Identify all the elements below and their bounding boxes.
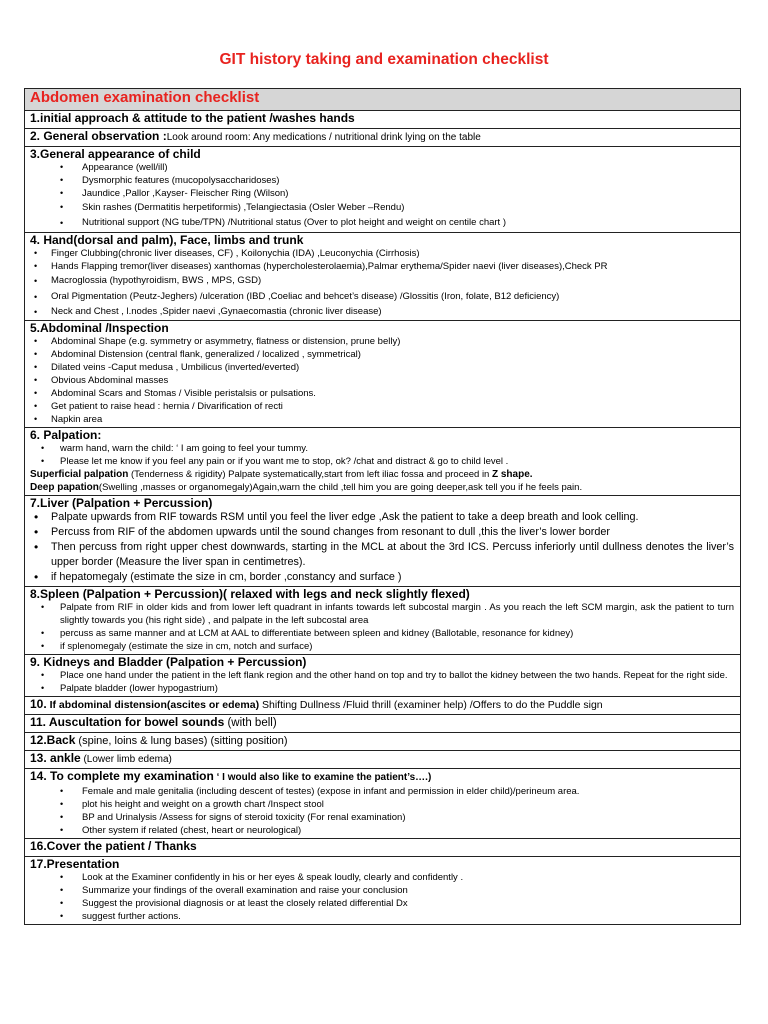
- section-11-heading: 11. Auscultation for bowel sounds: [30, 715, 225, 729]
- section-3-heading: 3.General appearance of child: [30, 147, 201, 161]
- section-5-heading-text: 5.Abdominal /Inspection: [30, 321, 169, 335]
- section-10-text: Shifting Dullness /Fluid thrill (examiner help) /Offers to do the Puddle sign: [259, 699, 603, 711]
- section-2-text: Look around room: Any medications / nutritional drink lying on the table: [166, 132, 481, 143]
- section-6: [25, 428, 741, 496]
- section-17-heading: 17.Presentation: [30, 857, 120, 871]
- section-3: [25, 147, 741, 233]
- checklist-table: [24, 88, 741, 925]
- list-item: • Hands Flapping tremor(liver diseases) xanthomas (hypercholesterolaemia),Palmar erythema/Spider naevi (liver diseases),Check PR: [30, 260, 740, 273]
- section-8-heading: 8.Spleen (Palpation + Percussion)( relaxed with legs and neck slightly flexed): [30, 587, 470, 601]
- list-item: • Please let me know if you feel any pain or if you want me to stop, ok? /chat and distract & go to child level .: [30, 455, 740, 468]
- list-item: • Place one hand under the patient in the left flank region and the other hand on top and try to ballot the kidney between the two hands. Repeat for the right side.: [30, 669, 740, 682]
- list-item: • Oral Pigmentation (Peutz-Jeghers) /ulceration (IBD ,Coeliac and behcet’s disease) /Glossitis (Iron, folate, B12 deficiency): [30, 289, 740, 305]
- list-item: • if splenomegaly (estimate the size in cm, notch and surface): [30, 640, 740, 653]
- list-item: • Percuss from RIF of the abdomen upwards until the sound changes from resonant to dull ,this the liver’s lower border: [30, 525, 740, 540]
- list-item: • Skin rashes (Dermatitis herpetiformis) ,Telangiectasia (Osler Weber –Rendu): [30, 200, 740, 215]
- section-1-heading: 1.initial approach & attitude to the patient /washes hands: [30, 111, 355, 125]
- section-14-heading: [30, 769, 740, 785]
- section-10-number: 10.: [30, 697, 47, 711]
- list-item: • Then percuss from right upper chest downwards, starting in the MCL at about the 3rd ICS. Percuss inferiorly until dullness denotes the liver’s upper border (Measure the liver span in centimetres).: [30, 540, 740, 570]
- section-1: [25, 111, 741, 129]
- list-item: • Jaundice ,Pallor ,Kayser- Fleischer Ring (Wilson): [30, 187, 740, 200]
- section-4-heading: 4. Hand(dorsal and palm), Face, limbs and trunk: [30, 233, 304, 247]
- list-item: • Nutritional support (NG tube/TPN) /Nutritional status (Over to plot height and weight on centile chart ): [30, 215, 740, 231]
- list-item: • Neck and Chest , l.nodes ,Spider naevi ,Gynaecomastia (chronic liver disease): [30, 305, 740, 319]
- table-heading: Abdomen examination checklist: [25, 89, 741, 111]
- section-6-list: [30, 442, 740, 468]
- section-10-heading: If abdominal distension(ascites or edema): [46, 699, 260, 711]
- list-item: • Macroglossia (hypothyroidism, BWS , MPS, GSD): [30, 273, 740, 289]
- section-4-list: [30, 247, 740, 319]
- section-13-text: (Lower limb edema): [80, 754, 172, 765]
- section-5-list: [30, 335, 740, 426]
- list-item: • Dysmorphic features (mucopolysaccharidoses): [30, 174, 740, 187]
- list-item: • Get patient to raise head : hernia / Divarification of recti: [30, 400, 740, 413]
- section-2: [25, 129, 741, 147]
- list-item: • Obvious Abdominal masses: [30, 374, 740, 387]
- section-9-list: [30, 669, 740, 695]
- list-item: • Palpate upwards from RIF towards RSM until you feel the liver edge ,Ask the patient to take a deep breath and look celling.: [30, 510, 740, 525]
- section-14-heading-text: 14. To complete my examination: [30, 769, 214, 783]
- list-item: • Napkin area: [30, 413, 740, 426]
- section-5-heading: [30, 321, 740, 335]
- superficial-palpation-text: (Tenderness & rigidity) Palpate systematically,start from left iliac fossa and proceed in: [128, 469, 492, 480]
- superficial-palpation-label: Superficial palpation: [30, 469, 129, 480]
- section-7-list: [30, 510, 740, 585]
- section-11: [25, 715, 741, 733]
- section-8: [25, 587, 741, 655]
- list-item: • Palpate bladder (lower hypogastrium): [30, 682, 740, 695]
- list-item: • percuss as same manner and at LCM at AAL to differentiate between spleen and kidney (Ballotable, resonance for kidney): [30, 627, 740, 640]
- list-item: • plot his height and weight on a growth chart /Inspect stool: [30, 798, 740, 811]
- deep-palpation: [30, 481, 740, 494]
- list-item: • Suggest the provisional diagnosis or at least the closely related differential Dx: [30, 897, 740, 910]
- z-shape-text: Z shape.: [491, 469, 533, 480]
- section-9-heading: 9. Kidneys and Bladder (Palpation + Percussion): [30, 655, 307, 669]
- list-item: • Summarize your findings of the overall examination and raise your conclusion: [30, 884, 740, 897]
- list-item: • suggest further actions.: [30, 910, 740, 923]
- list-item: • if hepatomegaly (estimate the size in cm, border ,constancy and surface ): [30, 570, 740, 585]
- section-10: [25, 697, 741, 715]
- section-8-list: [30, 601, 740, 653]
- section-7: [25, 496, 741, 587]
- section-12-heading: 12.Back: [30, 733, 76, 747]
- superficial-palpation: [30, 468, 740, 481]
- list-item: • Look at the Examiner confidently in his or her eyes & speak loudly, clearly and confidently .: [30, 871, 740, 884]
- section-4: [25, 233, 741, 321]
- section-16: [25, 839, 741, 857]
- deep-palpation-text: (Swelling ,masses or organomegaly)Again,warn the child ,tell him you are going deeper,ask tell you if he feels pain.: [98, 482, 583, 493]
- list-item: • Palpate from RIF in older kids and from lower left quadrant in infants towards left subcostal margin . As you reach the left SCM margin, ask the patient to turn slightly towards you (his right side) , and palpate in the left subcostal area: [30, 601, 740, 627]
- section-17-list: [30, 871, 740, 923]
- section-16-heading: 16.Cover the patient / Thanks: [30, 839, 197, 853]
- section-12: [25, 733, 741, 751]
- page-title: GIT history taking and examination checklist: [219, 51, 549, 68]
- section-13: [25, 751, 741, 769]
- section-7-heading: 7.Liver (Palpation + Percussion): [30, 496, 213, 510]
- section-2-heading: 2. General observation :: [30, 129, 167, 143]
- list-item: • Finger Clubbing(chronic liver diseases, CF) , Koilonychia (IDA) ,Leuconychia (Cirrhosis): [30, 247, 740, 260]
- section-5: [25, 321, 741, 428]
- section-14-list: [30, 785, 740, 837]
- list-item: • Dilated veins -Caput medusa , Umbilicus (inverted/everted): [30, 361, 740, 374]
- section-12-text: (spine, loins & lung bases) (sitting position): [75, 735, 288, 747]
- section-13-heading: 13. ankle: [30, 751, 81, 765]
- list-item: • Abdominal Scars and Stomas / Visible peristalsis or pulsations.: [30, 387, 740, 400]
- section-14: [25, 769, 741, 839]
- section-17: [25, 857, 741, 925]
- list-item: • warm hand, warn the child: ‘ I am going to feel your tummy.: [30, 442, 740, 455]
- section-9: [25, 655, 741, 697]
- list-item: • Female and male genitalia (including descent of testes) (expose in infant and permission in elder child)/perineum area.: [30, 785, 740, 798]
- list-item: • Abdominal Shape (e.g. symmetry or asymmetry, flatness or distension, prune belly): [30, 335, 740, 348]
- list-item: • Abdominal Distension (central flank, generalized / localized , symmetrical): [30, 348, 740, 361]
- section-11-text: (with bell): [224, 717, 277, 729]
- deep-palpation-label: Deep papation: [30, 482, 99, 493]
- section-3-list: [30, 161, 740, 231]
- list-item: • Other system if related (chest, heart or neurological): [30, 824, 740, 837]
- list-item: • Appearance (well/ill): [30, 161, 740, 174]
- section-14-heading-small: ‘ I would also like to examine the patient’s….): [213, 772, 432, 783]
- section-6-heading: 6. Palpation:: [30, 428, 102, 442]
- list-item: • BP and Urinalysis /Assess for signs of steroid toxicity (For renal examination): [30, 811, 740, 824]
